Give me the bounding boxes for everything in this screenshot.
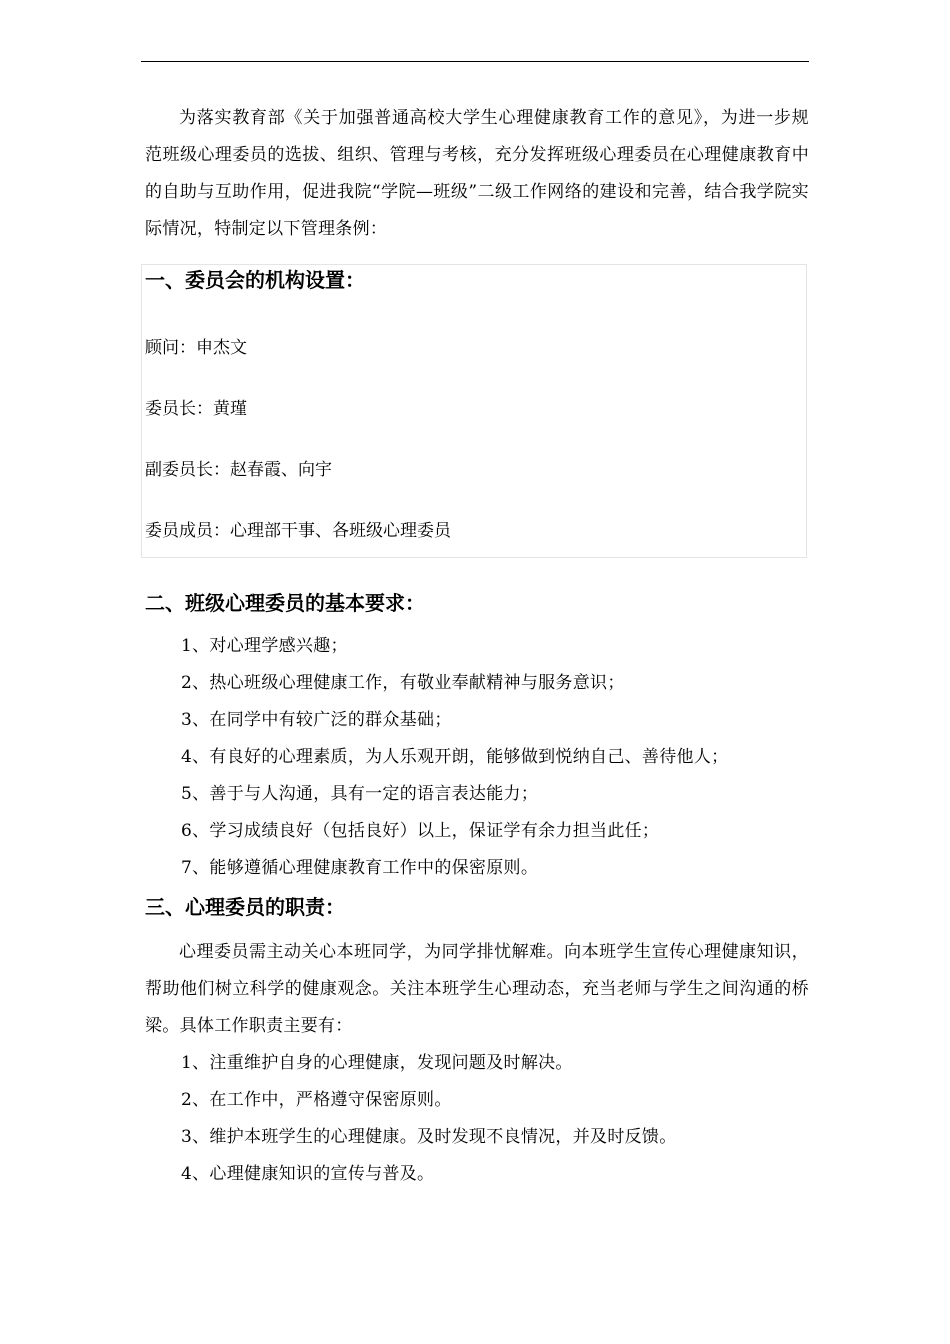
vice-chairman-line: 副委员长：赵春霞、向宇 [145,460,332,480]
header-rule [141,61,809,62]
list-item: 3、在同学中有较广泛的群众基础； [181,710,452,730]
organization-section-box [141,264,807,558]
intro-paragraph: 为落实教育部《关于加强普通高校大学生心理健康教育工作的意见》，为进一步规范班级心理委员的选拔、组织、管理与考核，充分发挥班级心理委员在心理健康教育中的自助与互助作用，促进我院“学院—班级”二级工作网络的建设和完善，结合我学院实际情况，特制定以下管理条例： [145,108,809,239]
section-3-title: 三、心理委员的职责： [145,895,345,919]
list-item: 6、学习成绩良好（包括良好）以上，保证学有余力担当此任； [181,821,660,841]
chairman-line: 委员长：黄瑾 [145,399,247,419]
list-item: 7、能够遵循心理健康教育工作中的保密原则。 [181,858,539,878]
members-line: 委员成员：心理部干事、各班级心理委员 [145,521,451,541]
duties-list [145,1045,809,1193]
advisor-line: 顾问：申杰文 [145,338,247,358]
list-item: 4、有良好的心理素质，为人乐观开朗，能够做到悦纳自己、善待他人； [181,747,729,767]
list-item: 1、对心理学感兴趣； [181,636,348,656]
section-2-title: 二、班级心理委员的基本要求： [145,591,425,615]
requirements-list [145,628,809,887]
duties-paragraph: 心理委员需主动关心本班同学，为同学排忧解难。向本班学生宣传心理健康知识，帮助他们树立科学的健康观念。关注本班学生心理动态，充当老师与学生之间沟通的桥梁。具体工作职责主要有： [145,942,809,1036]
list-item: 2、在工作中，严格遵守保密原则。 [181,1090,452,1110]
list-item: 1、注重维护自身的心理健康，发现问题及时解决。 [181,1053,573,1073]
list-item: 4、心理健康知识的宣传与普及。 [181,1164,435,1184]
list-item: 5、善于与人沟通，具有一定的语言表达能力； [181,784,539,804]
document-body [145,100,809,1193]
section-1-title: 一、委员会的机构设置： [145,268,365,292]
list-item: 2、热心班级心理健康工作，有敬业奉献精神与服务意识； [181,673,625,693]
list-item: 3、维护本班学生的心理健康。及时发现不良情况，并及时反馈。 [181,1127,677,1147]
